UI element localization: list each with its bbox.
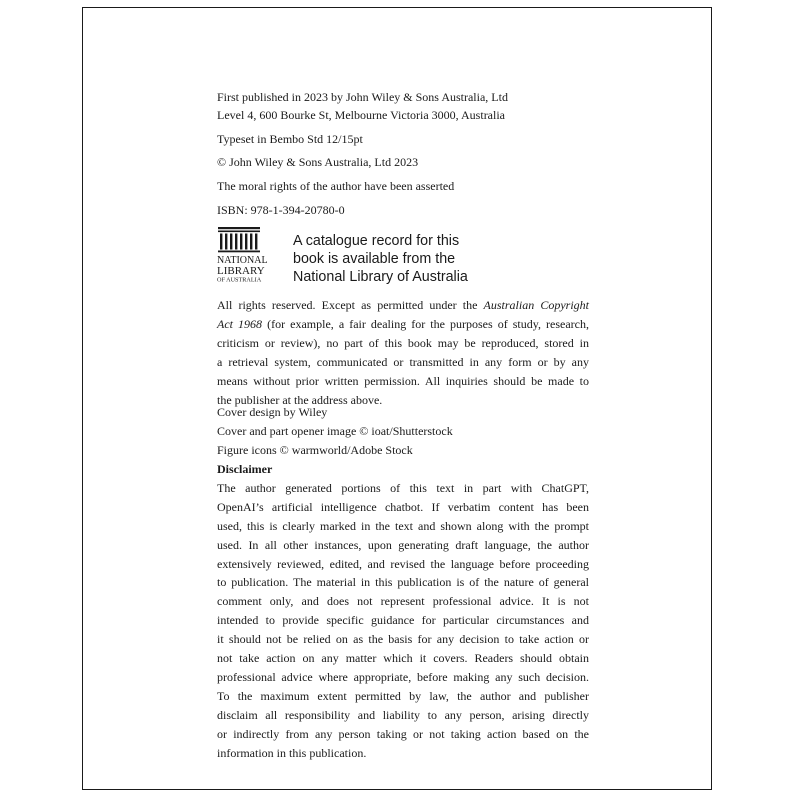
disclaimer-heading: Disclaimer xyxy=(217,462,273,476)
logo-roof-line xyxy=(218,227,260,229)
logo-base xyxy=(218,251,260,253)
moral-rights-line: The moral rights of the author have been asserted xyxy=(217,179,455,193)
catalogue-record-line-3: National Library of Australia xyxy=(293,269,468,285)
disclaimer-line: used. In all other instances, upon generating draft language, the author xyxy=(217,537,589,552)
disclaimer-line: To the maximum extent permitted by law, the author and publisher xyxy=(217,688,589,703)
disclaimer-line: The author generated portions of this text in part with ChatGPT, xyxy=(217,480,589,495)
disclaimer-line: extensively reviewed, edited, and revised the language before proceeding xyxy=(217,556,589,571)
disclaimer-line: information in this publication. xyxy=(217,745,367,760)
disclaimer-line: intended to provide specific guidance for particular circumstances and xyxy=(217,613,589,628)
disclaimer-line: OpenAI’s artificial intelligence chatbot. If verbatim content has been xyxy=(217,499,589,514)
rights-line-5: means without prior written permission. All inquiries should be made to xyxy=(217,373,589,388)
rights-line-4: a retrieval system, communicated or transmitted in any form or by any xyxy=(217,354,589,369)
disclaimer-line: disclaim all responsibility and liability to any person, arising directly xyxy=(217,707,589,722)
national-library-logo xyxy=(217,227,281,289)
logo-entablature xyxy=(218,231,260,233)
first-published-line: First published in 2023 by John Wiley & Sons Australia, Ltd xyxy=(217,90,508,104)
cover-design-credit: Cover design by Wiley xyxy=(217,405,328,419)
rights-paragraph xyxy=(217,296,589,409)
disclaimer-line: not take action on any matter which it covers. Readers should obtain xyxy=(217,651,589,666)
disclaimer-line: or indirectly from any person taking or not taking action based on the xyxy=(217,726,589,741)
figure-icons-credit: Figure icons © warmworld/Adobe Stock xyxy=(217,442,413,457)
disclaimer-line: comment only, and does not represent professional advice. It is not xyxy=(217,594,589,609)
copyright-act-year: Act 1968 xyxy=(217,316,263,331)
cover-image-credit: Cover and part opener image © ioat/Shutterstock xyxy=(217,423,453,438)
rights-line-2: Act 1968 (for example, a fair dealing for the purposes of study, research, xyxy=(217,316,589,331)
logo-columns xyxy=(220,234,257,250)
rights-line-3: criticism or review), no part of this book may be reproduced, stored in xyxy=(217,335,589,350)
disclaimer-line: to publication. The material in this publication is of the nature of general xyxy=(217,575,589,590)
catalogue-record-notice xyxy=(293,232,468,286)
logo-text-national: NATIONAL xyxy=(217,255,268,266)
logo-text-library: LIBRARY xyxy=(217,265,265,277)
logo-text-of-australia: OF AUSTRALIA xyxy=(217,276,262,284)
catalogue-record-line-2: book is available from the xyxy=(293,251,456,267)
disclaimer-block xyxy=(217,460,589,763)
copyright-line: © John Wiley & Sons Australia, Ltd 2023 xyxy=(217,155,419,169)
credits-block xyxy=(217,403,589,460)
disclaimer-line: professional advice where appropriate, before making any such decision. xyxy=(217,669,589,684)
disclaimer-line: used, this is clearly marked in the text and shown along with the prompt xyxy=(217,518,589,533)
catalogue-record-line-1: A catalogue record for this xyxy=(293,233,460,249)
rights-line-6: the publisher at the address above. xyxy=(217,392,383,407)
typeset-line: Typeset in Bembo Std 12/15pt xyxy=(217,132,363,146)
rights-line-1: All rights reserved. Except as permitted under the Australian Copyright xyxy=(217,298,590,312)
publisher-address: Level 4, 600 Bourke St, Melbourne Victoria 3000, Australia xyxy=(217,108,506,122)
copyright-act-title: Australian Copyright xyxy=(483,298,590,312)
disclaimer-line: it should not be relied on as the basis for any decision to take action or xyxy=(217,632,589,647)
isbn-line: ISBN: 978-1-394-20780-0 xyxy=(217,203,345,217)
